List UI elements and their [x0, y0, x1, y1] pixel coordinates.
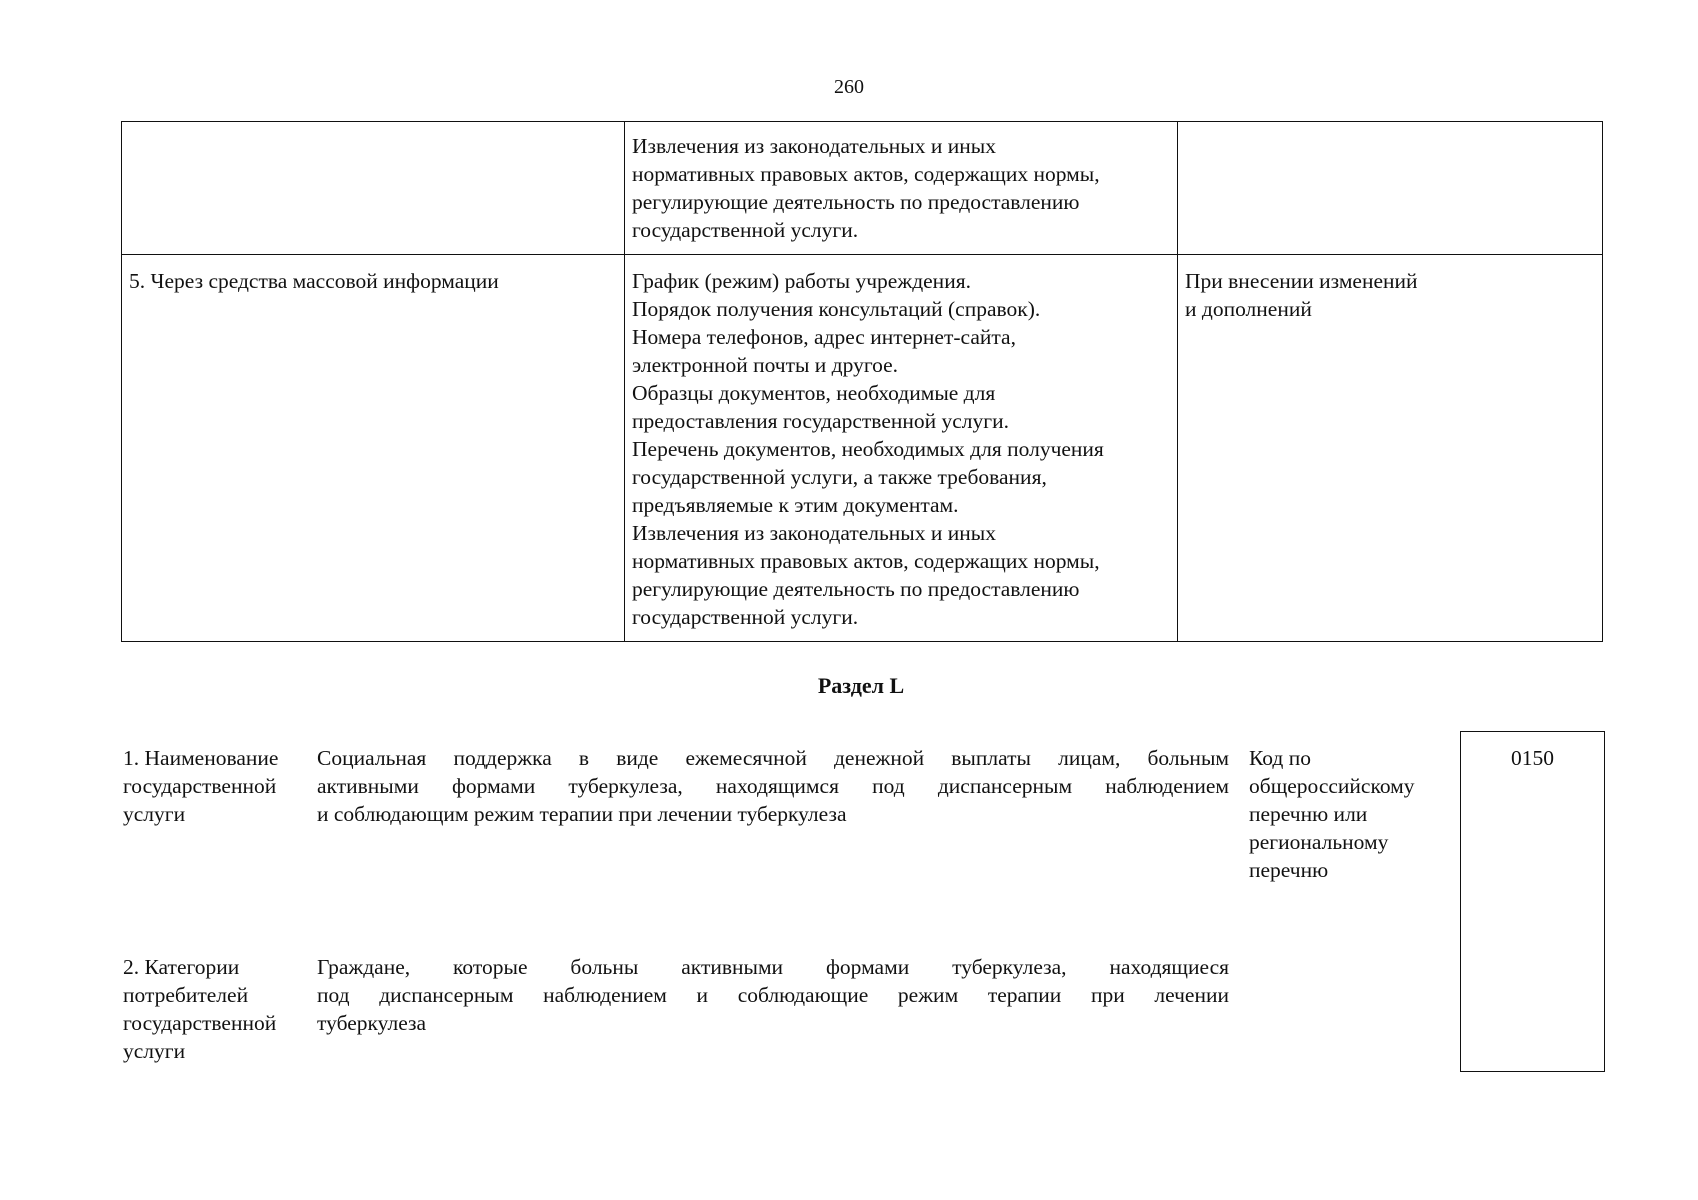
- content-line: регулирующие деятельность по предоставлению: [632, 190, 1080, 214]
- code-label-line: перечню или: [1249, 802, 1368, 826]
- service-name-text: [317, 744, 1229, 828]
- consumers-label: [123, 953, 276, 1065]
- content-cell: [625, 122, 1178, 255]
- frequency-cell: [1178, 122, 1603, 255]
- consumers-line: туберкулеза: [317, 1011, 427, 1035]
- code-value: 0150: [1511, 746, 1554, 770]
- content-line: государственной услуги, а также требования,: [632, 465, 1047, 489]
- content-line: нормативных правовых актов, содержащих нормы,: [632, 549, 1100, 573]
- code-label-line: перечню: [1249, 858, 1329, 882]
- code-label-line: Код по: [1249, 746, 1311, 770]
- content-line: Порядок получения консультаций (справок).: [632, 297, 1041, 321]
- content-line: электронной почты и другое.: [632, 353, 899, 377]
- consumers-label-line: услуги: [123, 1039, 186, 1063]
- content-line: регулирующие деятельность по предоставлению: [632, 577, 1080, 601]
- code-label-line: общероссийскому: [1249, 774, 1415, 798]
- consumers-text: [317, 953, 1229, 1037]
- method-text: 5. Через средства массовой информации: [129, 269, 499, 293]
- consumers-line: под диспансерным наблюдением и соблюдающие режим терапии при лечении: [317, 983, 1229, 1007]
- content-line: Извлечения из законодательных и иных: [632, 134, 996, 158]
- consumers-line: Граждане, которые больны активными формами туберкулеза, находящиеся: [317, 955, 1229, 979]
- service-name-line: активными формами туберкулеза, находящимся под диспансерным наблюдением: [317, 774, 1229, 798]
- service-name-label-line: государственной: [123, 774, 277, 798]
- section-heading: Раздел L: [817, 673, 905, 698]
- content-line: Образцы документов, необходимые для: [632, 381, 996, 405]
- consumers-label-line: потребителей: [123, 983, 249, 1007]
- table-row: [122, 255, 1603, 642]
- page-number: 260: [834, 76, 864, 98]
- content-line: нормативных правовых актов, содержащих нормы,: [632, 162, 1100, 186]
- frequency-line: и дополнений: [1185, 297, 1312, 321]
- method-cell: [122, 122, 625, 255]
- frequency-cell: [1178, 255, 1603, 642]
- service-name-label-line: 1. Наименование: [123, 746, 279, 770]
- code-label-line: региональному: [1249, 830, 1389, 854]
- content-cell: [625, 255, 1178, 642]
- content-line: Перечень документов, необходимых для получения: [632, 437, 1104, 461]
- code-label: [1249, 744, 1415, 884]
- content-line: предоставления государственной услуги.: [632, 409, 1009, 433]
- service-name-line: Социальная поддержка в виде ежемесячной денежной выплаты лицам, больным: [317, 746, 1229, 770]
- frequency-line: При внесении изменений: [1185, 269, 1418, 293]
- consumers-label-line: 2. Категории: [123, 955, 240, 979]
- content-line: Извлечения из законодательных и иных: [632, 521, 996, 545]
- method-cell: [122, 255, 625, 642]
- information-table: [121, 121, 1603, 642]
- content-line: График (режим) работы учреждения.: [632, 269, 971, 293]
- content-line: предъявляемые к этим документам.: [632, 493, 959, 517]
- code-box: [1460, 731, 1605, 1072]
- table-row: [122, 122, 1603, 255]
- service-name-label: [123, 744, 278, 828]
- service-name-line: и соблюдающим режим терапии при лечении туберкулеза: [317, 802, 847, 826]
- service-name-label-line: услуги: [123, 802, 186, 826]
- consumers-label-line: государственной: [123, 1011, 277, 1035]
- content-line: государственной услуги.: [632, 218, 859, 242]
- content-line: Номера телефонов, адрес интернет-сайта,: [632, 325, 1016, 349]
- content-line: государственной услуги.: [632, 605, 859, 629]
